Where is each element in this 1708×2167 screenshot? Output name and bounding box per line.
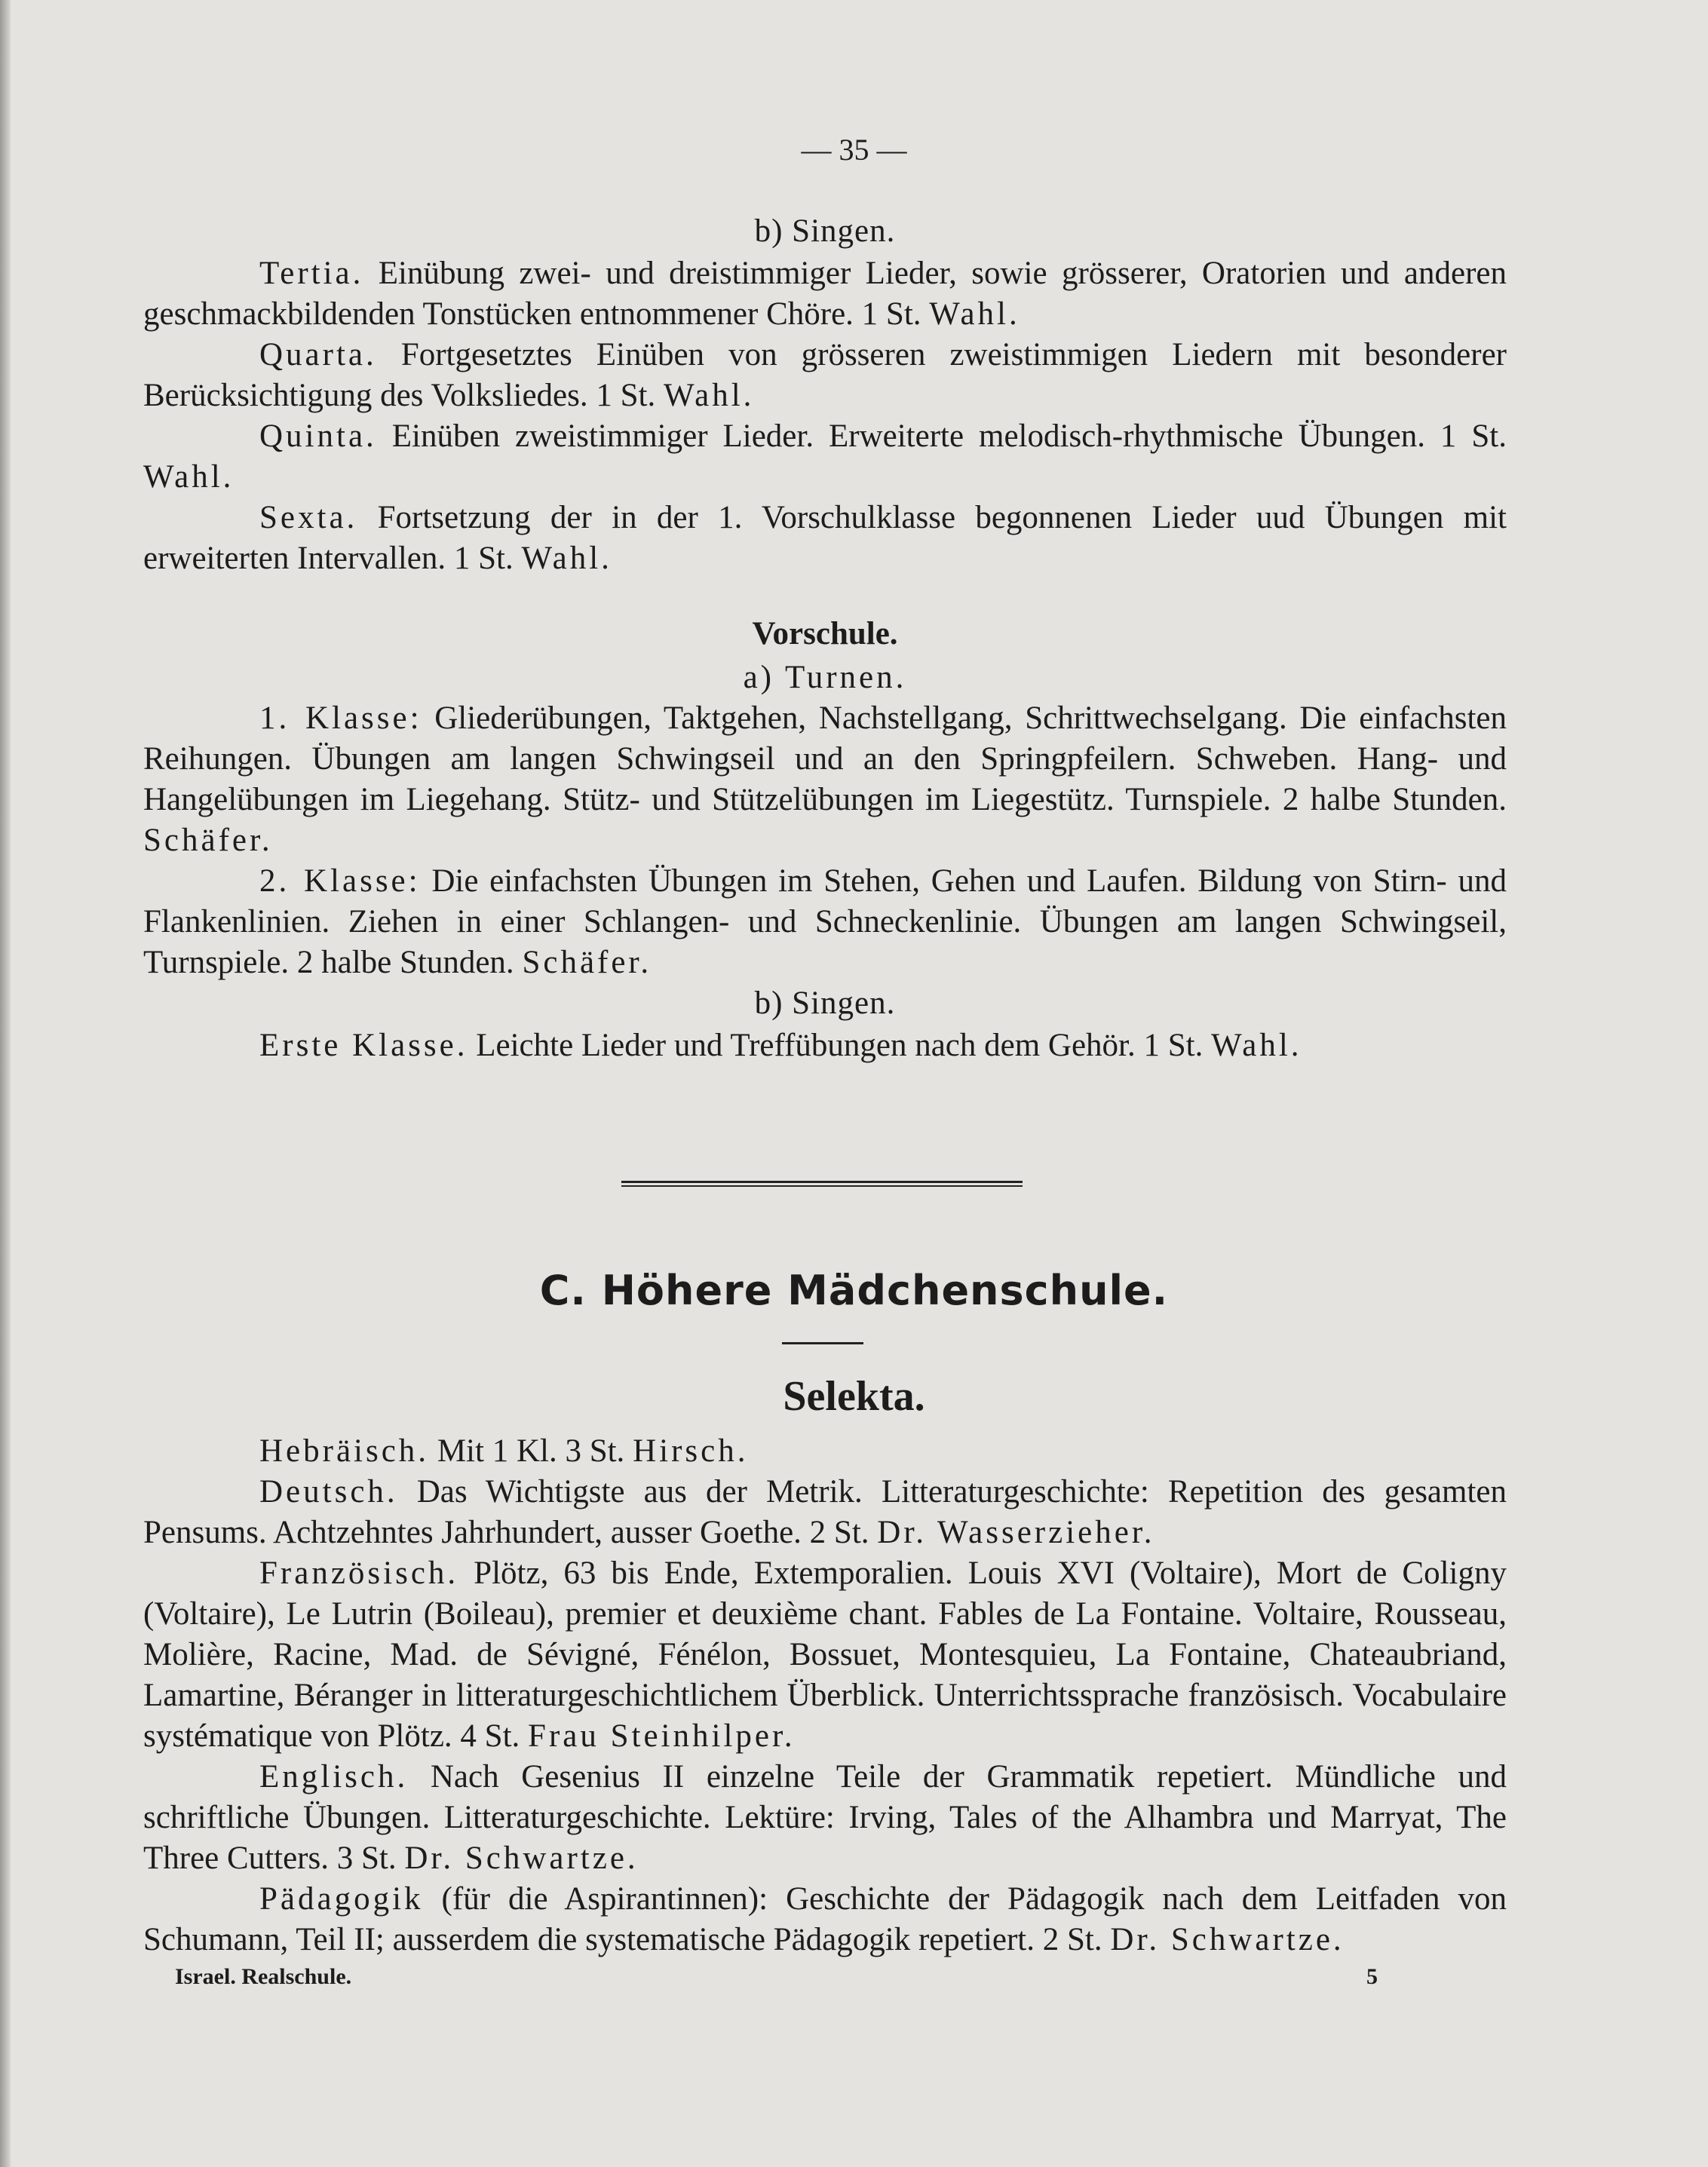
paragraph-text: Gliederübungen, Taktgehen, Nachstellgang, Schrittwechselgang. Die einfachsten Reihungen. Übungen am langen Schwingseil und an den Springpfeilern. Schweben. Hang- und Hangelübungen im Liegehang. Stütz- und Stützelübungen im Liegestütz. Turnspiele. 2 halbe Stunden.: [143, 700, 1507, 817]
paragraph-text: Nach Gesenius II einzelne Teile der Grammatik repetiert. Mündliche und schriftliche Übungen. Litteraturgeschichte. Lektüre: Irving, Tales of the Alhambra und Marryat, The Three Cutters. 3 St.: [143, 1759, 1507, 1876]
paragraph-erste-klasse: [143, 1025, 1507, 1066]
class-label: 1. Klasse:: [259, 700, 422, 736]
paragraph-text: Einübung zwei- und dreistimmiger Lieder, sowie grösserer, Oratorien und anderen geschmackbildenden Tonstücken entnommener Chöre. 1 St.: [143, 256, 1507, 332]
paragraph-sexta: [143, 498, 1507, 579]
singen-section: [143, 211, 1507, 579]
paragraph-text: Mit 1 Kl. 3 St.: [429, 1433, 633, 1469]
class-label: Quarta.: [259, 337, 377, 372]
paragraph-text: Leichte Lieder und Treffübungen nach dem Gehör. 1 St.: [468, 1028, 1212, 1063]
paragraph-englisch: [143, 1757, 1507, 1879]
subject-label: Hebräisch.: [259, 1433, 430, 1469]
paragraph-text: (für die Aspirantinnen): Geschichte der Pädagogik nach dem Leitfaden von Schumann, Teil II; ausserdem die systematische Pädagogik repetiert. 2 St.: [143, 1881, 1507, 1957]
section-c-title: C. Höhere Mädchenschule.: [539, 1267, 1169, 1314]
teacher-name: Frau Steinhilper.: [528, 1718, 796, 1754]
class-label: 2. Klasse:: [259, 863, 421, 899]
teacher-name: Dr. Schwartze.: [404, 1841, 639, 1876]
vorschule-singen-heading: b) Singen.: [754, 985, 896, 1021]
footer-sheet-number: 5: [1366, 1964, 1378, 1989]
paragraph-text: Plötz, 63 bis Ende, Extemporalien. Louis XVI (Voltaire), Mort de Coligny (Voltaire), Le Lutrin (Boileau), premier et deuxième chant. Fables de La Fontaine. Voltaire, Rousseau, Molière, Racine, Mad. de Sévigné, Fénélon, Bossuet, Montesquieu, La Fontaine, Chateaubriand, Lamartine, Béranger in litteraturgeschichtlichem Überblick. Unterrichtssprache französisch. Vocabulaire systématique von Plötz. 4 St.: [143, 1556, 1507, 1754]
footer-school-name: Israel. Realschule.: [175, 1964, 352, 1989]
subject-label: Englisch.: [259, 1759, 409, 1795]
paragraph-klasse-2: [143, 861, 1507, 983]
paragraph-franzoesisch: [143, 1553, 1507, 1757]
teacher-name: Schäfer.: [522, 945, 652, 980]
selekta-section: [143, 1431, 1507, 1960]
paragraph-hebraeisch: [143, 1431, 1507, 1472]
paragraph-deutsch: [143, 1472, 1507, 1553]
class-label: Tertia.: [259, 256, 364, 291]
teacher-name: Wahl.: [143, 459, 235, 495]
turnen-heading: a) Turnen.: [743, 660, 907, 695]
page-number: — 35 —: [801, 133, 907, 167]
class-label: Erste Klasse.: [259, 1028, 468, 1063]
section-divider: [621, 1181, 1023, 1187]
teacher-name: Wahl.: [1211, 1028, 1302, 1063]
teacher-name: Wahl.: [663, 378, 755, 413]
teacher-name: Wahl.: [929, 296, 1020, 332]
binding-edge: [0, 0, 11, 2167]
paragraph-quarta: [143, 335, 1507, 416]
paragraph-paedagogik: [143, 1879, 1507, 1960]
teacher-name: Dr. Schwartze.: [1110, 1922, 1345, 1957]
title-underline: [782, 1342, 863, 1344]
subject-label: Pädagogik: [259, 1881, 424, 1917]
paragraph-klasse-1: [143, 698, 1507, 861]
paragraph-text: Das Wichtigste aus der Metrik. Litteraturgeschichte: Repetition des gesamten Pensums. Achtzehntes Jahrhundert, ausser Goethe. 2 St.: [143, 1474, 1507, 1550]
paragraph-text: Einüben zweistimmiger Lieder. Erweiterte melodisch-rhythmische Übungen. 1 St.: [376, 418, 1507, 454]
paragraph-text: Die einfachsten Übungen im Stehen, Gehen und Laufen. Bildung von Stirn- und Flankenlinien. Ziehen in einer Schlangen- und Schneckenlinie. Übungen am langen Schwingseil, Turnspiele. 2 halbe Stunden.: [143, 863, 1507, 980]
paragraph-text: Fortsetzung der in der 1. Vorschulklasse begonnenen Lieder uud Übungen mit erweiterten Intervallen. 1 St.: [143, 500, 1507, 576]
class-label: Quinta.: [259, 418, 377, 454]
vorschule-heading: Vorschule.: [752, 616, 898, 651]
paragraph-quinta: [143, 416, 1507, 498]
teacher-name: Hirsch.: [633, 1433, 749, 1469]
class-label: Sexta.: [259, 500, 358, 535]
vorschule-section: [143, 614, 1507, 1066]
teacher-name: Schäfer.: [143, 823, 273, 858]
paragraph-text: Fortgesetztes Einüben von grösseren zweistimmigen Liedern mit besonderer Berücksichtigung des Volksliedes. 1 St.: [143, 337, 1507, 413]
teacher-name: Dr. Wasserzieher.: [877, 1515, 1155, 1550]
paragraph-tertia: [143, 253, 1507, 335]
subject-label: Französisch.: [259, 1556, 459, 1591]
selekta-title: Selekta.: [783, 1373, 925, 1420]
teacher-name: Wahl.: [521, 541, 612, 576]
singen-heading: b) Singen.: [754, 213, 896, 249]
subject-label: Deutsch.: [259, 1474, 398, 1510]
